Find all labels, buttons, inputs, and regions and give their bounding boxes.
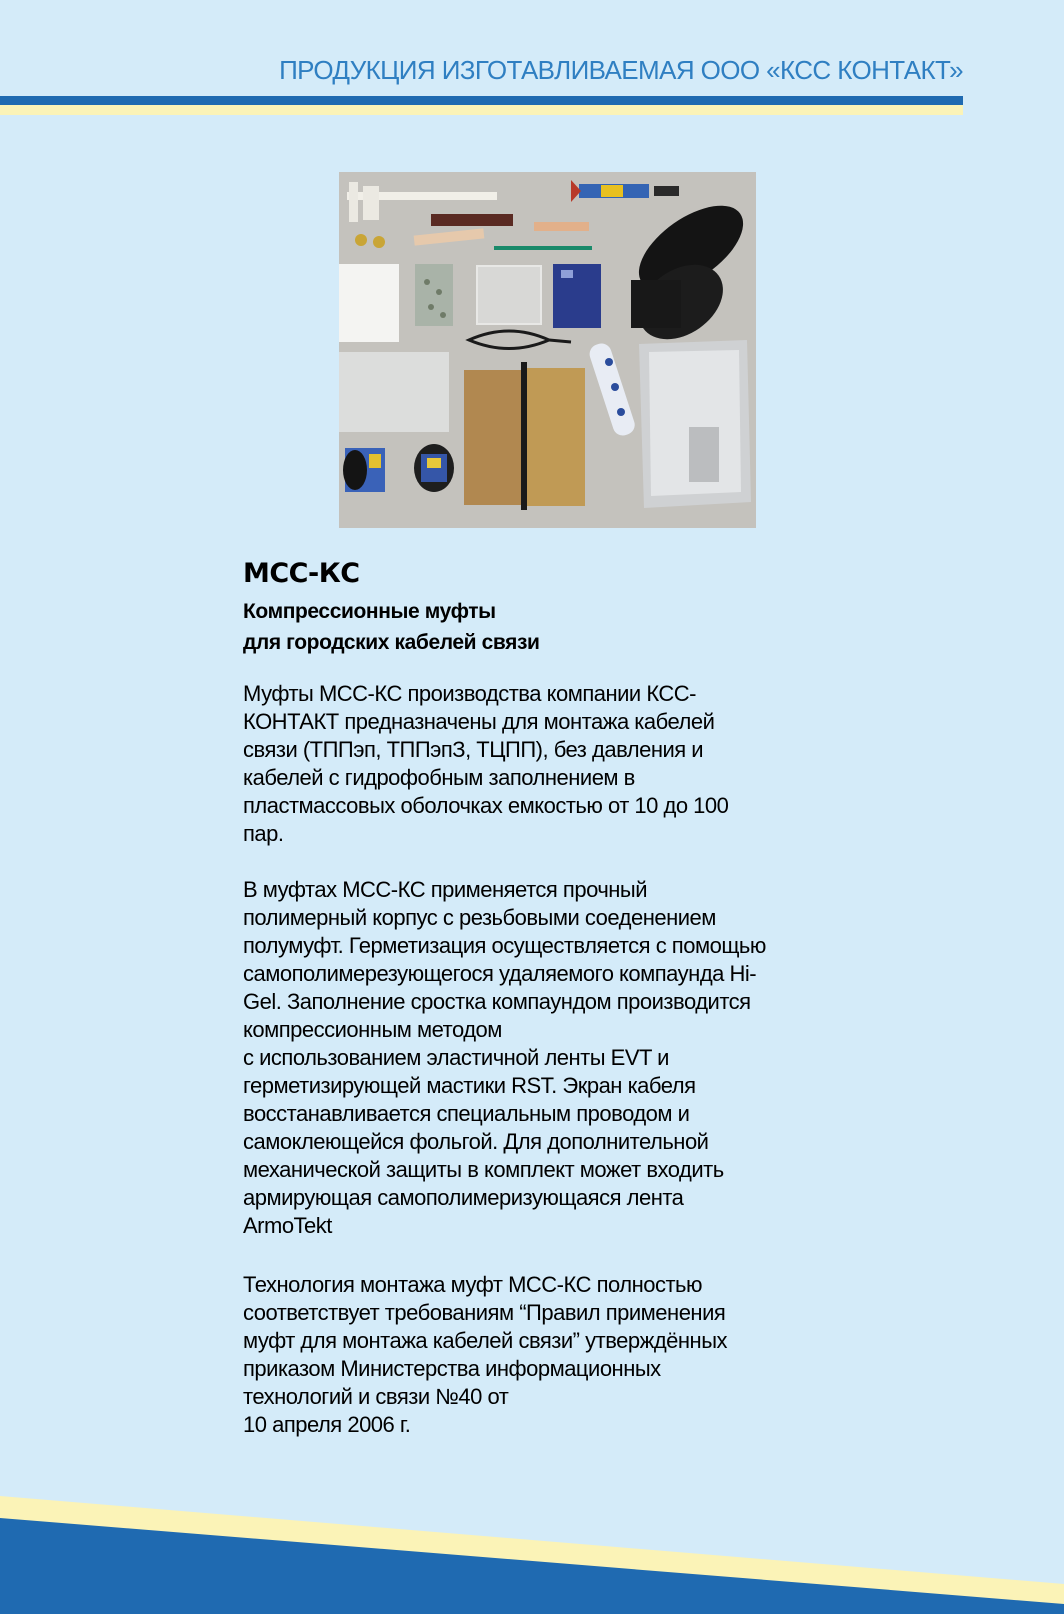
compound-bag-2 [527,368,585,506]
header-rule-yellow [0,105,963,115]
product-kit-photo [339,172,756,528]
product-subtitle-line1: Компрессионные муфты [243,600,496,623]
product-subtitle [243,596,843,658]
screw-1 [355,234,367,246]
screw-2 [373,236,385,248]
footer-stripe-blue [0,1518,1064,1614]
protective-gloves [339,352,449,432]
silver-pouch [477,266,541,324]
wooden-stick [534,222,589,231]
header-rule-blue [0,96,963,105]
header-title: ПРОДУКЦИЯ ИЗГОТАВЛИВАЕМАЯ ООО «КСС КОНТАКТ» [279,55,963,85]
product-kit-illustration [339,172,756,528]
tape-roll-1 [343,448,385,492]
product-name: МСС-КС [243,558,360,589]
description-paragraph-3: Технология монтажа муфт МСС-КС полностью соответствует требованиям “Правил применения муфт для монтажа кабелей связи” утверждённых приказом Министерства информационных технологий и связи №40 от 10 апреля 2006 г. [243,1272,727,1437]
brown-strip [431,214,513,226]
foil-package [639,340,751,508]
footer-band [0,1480,1064,1614]
white-card [339,264,399,342]
compound-bag-1 [464,370,522,505]
tape-roll-2 [414,444,454,492]
product-subtitle-line2: для городских кабелей связи [243,631,540,654]
connector-bag [415,264,453,326]
description-paragraph-1: Муфты МСС-КС производства компании КСС- КОНТАКТ предназначены для монтажа кабелей связи (ТППэп, ТППэпЗ, ТЦПП), без давления и кабелей с гидрофобным заполнением в пластмассовых оболочках емкостью от 10 до 100 пар. [243,681,729,846]
description-paragraph-2: В муфтах МСС-КС применяется прочный полимерный корпус с резьбовыми соеденением полумуфт. Герметизация осуществляется с помощью самополимерезующегося удаляемого компаунда Hi- Gel. Заполнение сростка компаундом производится компрессионным методом с использованием эластичной ленты EVT и герметизирующей мастики RST. Экран кабеля восстанавливается специальным проводом и самоклеющейся фольгой. Для дополнительной механической защиты в комплект может входить армирующая самополимеризующаяся лента ArmoTekt [243,877,766,1238]
instruction-booklet [553,264,601,328]
green-wire [494,246,592,250]
